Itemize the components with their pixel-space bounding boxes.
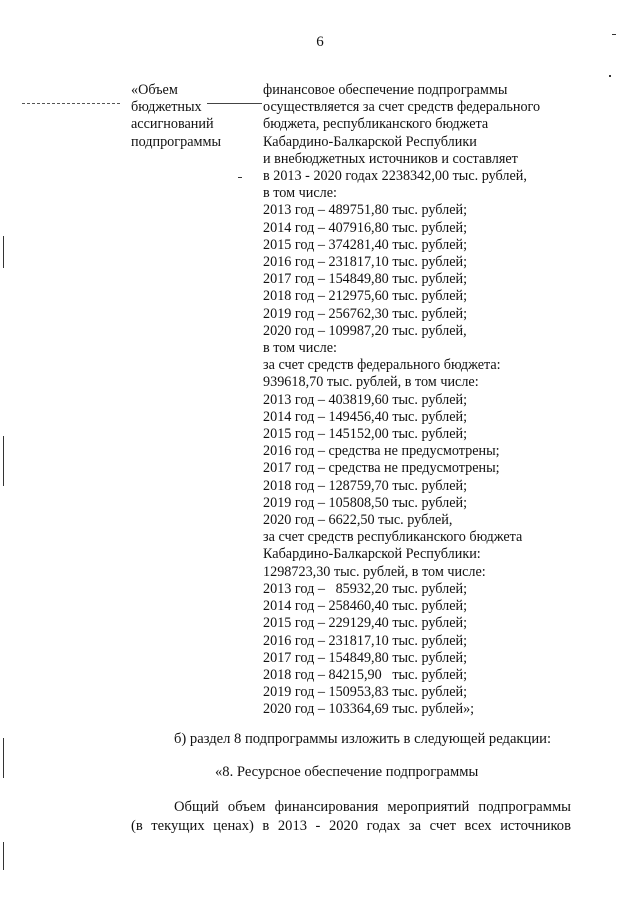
value-line: в том числе: <box>263 340 337 357</box>
value-line: 2017 год – 154849,80 тыс. рублей; <box>263 649 468 666</box>
value-line: бюджета, республиканского бюджета <box>263 116 489 133</box>
scan-margin-mark <box>3 236 4 268</box>
scan-margin-mark <box>3 842 4 870</box>
value-line: 2014 год – 407916,80 тыс. рублей; <box>263 219 468 236</box>
passport-label-line: подпрограммы <box>131 133 221 150</box>
value-line: Кабардино-Балкарской Республики: <box>263 546 481 563</box>
value-line: и внебюджетных источников и составляет <box>263 150 518 167</box>
value-line: 1298723,30 тыс. рублей, в том числе: <box>263 563 486 580</box>
value-line: 2014 год – 149456,40 тыс. рублей; <box>263 408 468 425</box>
value-line: 2020 год – 109987,20 тыс. рублей, <box>263 322 467 339</box>
value-line: 2018 год – 128759,70 тыс. рублей; <box>263 477 468 494</box>
value-line: осуществляется за счет средств федерального <box>263 99 541 116</box>
value-line: за счет средств федерального бюджета: <box>263 357 501 374</box>
scan-dash-line <box>22 103 120 104</box>
section-heading: «8. Ресурсное обеспечение подпрограммы <box>215 764 479 780</box>
value-line: 2019 год – 256762,30 тыс. рублей; <box>263 305 468 322</box>
value-line: 939618,70 тыс. рублей, в том числе: <box>263 374 479 391</box>
value-line: 2016 год – 231817,10 тыс. рублей; <box>263 632 468 649</box>
scan-margin-mark <box>3 738 4 778</box>
scan-speck <box>238 177 242 178</box>
scan-speck <box>612 34 616 35</box>
scan-solid-line <box>207 103 262 104</box>
value-line: в 2013 - 2020 годах 2238342,00 тыс. рублей, <box>263 168 527 185</box>
passport-label-line: бюджетных <box>131 99 202 116</box>
value-line: 2014 год – 258460,40 тыс. рублей; <box>263 598 468 615</box>
passport-label-line: ассигнований <box>131 116 214 133</box>
amendment-item-b: б) раздел 8 подпрограммы изложить в следующей редакции: <box>174 731 551 747</box>
value-line: за счет средств республиканского бюджета <box>263 529 523 546</box>
value-line: 2013 год – 489751,80 тыс. рублей; <box>263 202 468 219</box>
value-line: 2019 год – 105808,50 тыс. рублей; <box>263 494 468 511</box>
value-line: 2015 год – 374281,40 тыс. рублей; <box>263 236 468 253</box>
value-line: 2013 год – 85932,20 тыс. рублей; <box>263 580 468 597</box>
value-line: 2017 год – 154849,80 тыс. рублей; <box>263 271 468 288</box>
value-line: в том числе: <box>263 185 337 202</box>
passport-label <box>131 82 221 151</box>
page-number: 6 <box>316 34 324 50</box>
passport-value <box>263 82 540 719</box>
value-line: 2015 год – 229129,40 тыс. рублей; <box>263 615 468 632</box>
body-paragraph-line: (в текущих ценах) в 2013 - 2020 годах за счет всех источников <box>131 818 571 834</box>
value-line: 2013 год – 403819,60 тыс. рублей; <box>263 391 468 408</box>
scan-speck <box>609 75 611 77</box>
value-line: 2018 год – 84215,90 тыс. рублей; <box>263 666 468 683</box>
value-line: Кабардино-Балкарской Республики <box>263 133 477 150</box>
value-line: 2015 год – 145152,00 тыс. рублей; <box>263 426 468 443</box>
scan-margin-mark <box>3 436 4 486</box>
value-line: 2017 год – средства не предусмотрены; <box>263 460 500 477</box>
value-line: 2016 год – средства не предусмотрены; <box>263 443 500 460</box>
value-line: 2016 год – 231817,10 тыс. рублей; <box>263 254 468 271</box>
value-line: 2020 год – 103364,69 тыс. рублей»; <box>263 701 475 718</box>
value-line: 2018 год – 212975,60 тыс. рублей; <box>263 288 468 305</box>
body-paragraph-line: Общий объем финансирования мероприятий подпрограммы <box>174 799 571 815</box>
value-line: финансовое обеспечение подпрограммы <box>263 82 508 98</box>
value-line: 2020 год – 6622,50 тыс. рублей, <box>263 512 453 529</box>
passport-label-line: «Объем <box>131 82 178 98</box>
value-line: 2019 год – 150953,83 тыс. рублей; <box>263 684 468 701</box>
